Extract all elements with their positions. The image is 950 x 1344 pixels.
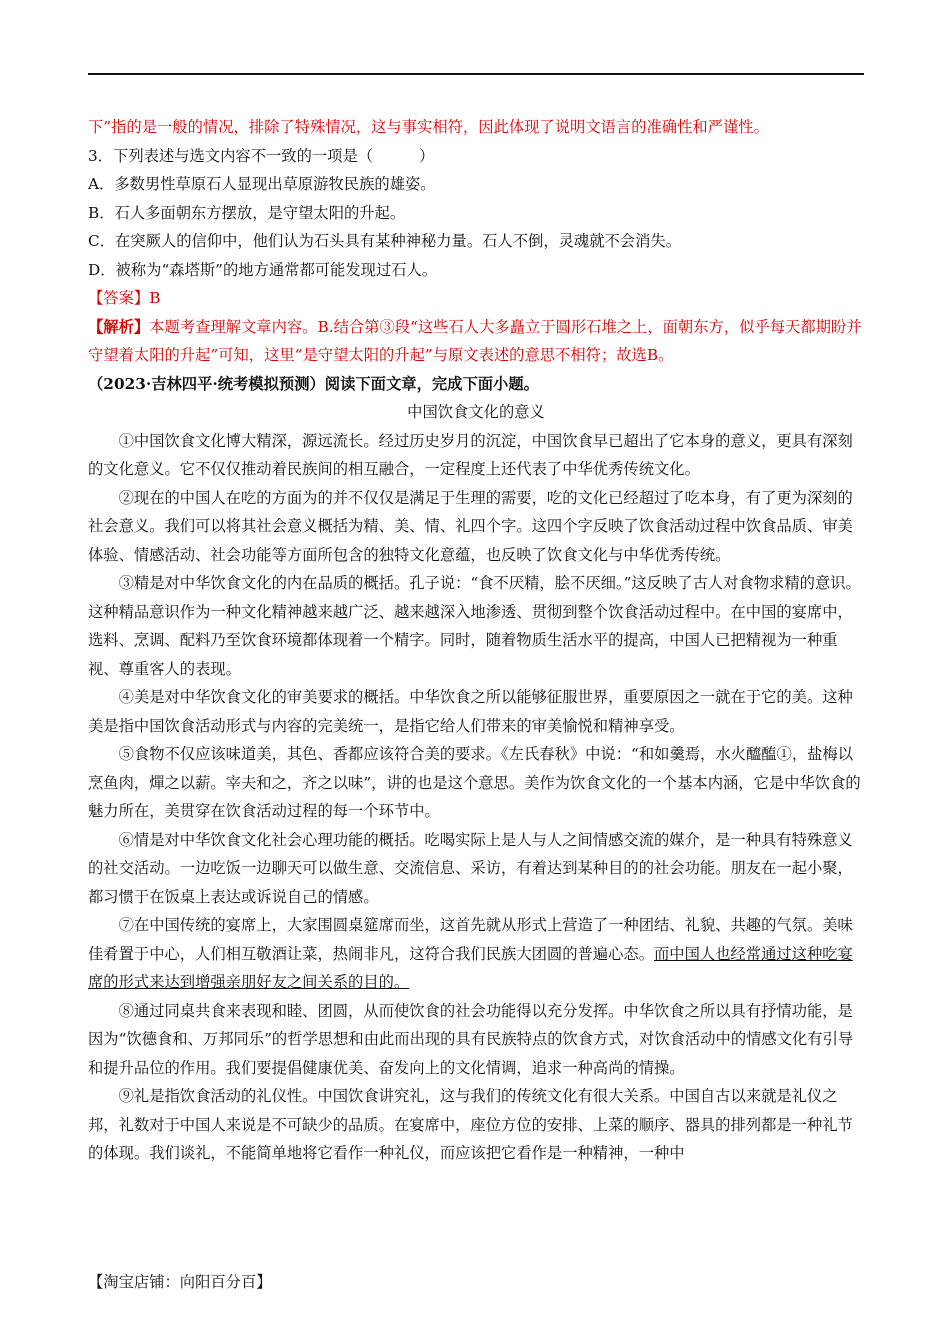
option-d: D．被称为“森塔斯”的地方通常都可能发现过石人。 <box>88 260 438 279</box>
option-c: C．在突厥人的信仰中，他们认为石头具有某种神秘力量。石人不倒，灵魂就不会消失。 <box>88 232 681 250</box>
passage-title: 中国饮食文化的意义 <box>407 403 545 421</box>
footer-shop-note: 【淘宝店铺：向阳百分百】 <box>88 1273 272 1291</box>
header-rule <box>88 73 864 75</box>
paragraph-9: ⑨礼是指饮食活动的礼仪性。中国饮食讲究礼，这与我们的传统文化有很大关系。中国自古以来就是礼仪之邦，礼数对于中国人来说是不可缺少的品质。在宴席中，座位方位的安排、上菜的顺序、器具的排列都是一种礼节的体现。我们谈礼，不能简单地将它看作一种礼仪，而应该把它看作是一种精神，一种中 <box>88 1087 853 1162</box>
paragraph-7-underlined: 而中国人也经常通过这种吃宴席的形式来达到增强亲朋好友之间关系的目的。 <box>88 944 853 991</box>
passage-source: （2023·吉林四平·统考模拟预测）阅读下面文章，完成下面小题。 <box>88 374 539 393</box>
option-b: B．石人多面朝东方摆放，是守望太阳的升起。 <box>88 203 406 222</box>
paragraph-8: ⑧通过同桌共食来表现和睦、团圆，从而使饮食的社会功能得以充分发挥。中华饮食之所以具有抒情功能，是因为“饮德食和、万邦同乐”的哲学思想和由此而出现的具有民族特点的饮食方式，对饮食活动中的情感文化有引导和提升品位的作用。我们要提倡健康优美、奋发向上的文化情调，追求一种高尚的情操。 <box>88 1001 854 1077</box>
analysis-text: 本题考查理解文章内容。B.结合第③段“这些石人大多矗立于圆形石堆之上，面朝东方，似乎每天都期盼并守望着太阳的升起”可知，这里“是守望太阳的升起”与原文表述的意思不相符；故选B。 <box>88 317 862 364</box>
paragraph-7 <box>88 911 864 997</box>
analysis <box>88 313 864 370</box>
analysis-label: 【解析】 <box>88 317 150 336</box>
paragraph-5: ⑤食物不仅应该味道美，其色、香都应该符合美的要求。《左氏春秋》中说：“和如羹焉，水火醯醢①，盐梅以烹鱼肉，燀之以薪。宰夫和之，齐之以味”，讲的也是这个意思。美作为饮食文化的一个基本内涵，它是中华饮食的魅力所在，美贯穿在饮食活动过程的每一个环节中。 <box>88 745 861 820</box>
question-3-stem: 3．下列表述与选文内容不一致的一项是（ ） <box>88 146 435 165</box>
paragraph-2: ②现在的中国人在吃的方面为的并不仅仅是满足于生理的需要，吃的文化已经超过了吃本身，有了更为深刻的社会意义。我们可以将其社会意义概括为精、美、情、礼四个字。这四个字反映了饮食活动过程中饮食品质、审美体验、情感活动、社会功能等方面所包含的独特文化意蕴，也反映了饮食文化与中华优秀传统。 <box>88 488 853 564</box>
option-a: A．多数男性草原石人显现出草原游牧民族的雄姿。 <box>88 175 436 193</box>
previous-explanation-tail: 下”指的是一般的情况，排除了特殊情况，这与事实相符，因此体现了说明文语言的准确性和严谨性。 <box>88 118 769 136</box>
answer: 【答案】B <box>88 289 161 307</box>
paragraph-4: ④美是对中华饮食文化的审美要求的概括。中华饮食之所以能够征服世界，重要原因之一就在于它的美。这种美是指中国饮食活动形式与内容的完美统一，是指它给人们带来的审美愉悦和精神享受。 <box>88 688 853 735</box>
paragraph-1: ①中国饮食文化博大精深，源远流长。经过历史岁月的沉淀，中国饮食早已超出了它本身的意义，更具有深刻的文化意义。它不仅仅推动着民族间的相互融合，一定程度上还代表了中华优秀传统文化。 <box>88 431 853 478</box>
paragraph-3: ③精是对中华饮食文化的内在品质的概括。孔子说：“食不厌精，脍不厌细。”这反映了古人对食物求精的意识。这种精品意识作为一种文化精神越来越广泛、越来越深入地渗透、贯彻到整个饮食活动过程中。在中国的宴席中，选料、烹调、配料乃至饮食环境都体现着一个精字。同时，随着物质生活水平的提高，中国人已把精视为一种重视、尊重客人的表现。 <box>88 574 861 678</box>
paragraph-6: ⑥情是对中华饮食文化社会心理功能的概括。吃喝实际上是人与人之间情感交流的媒介，是一种具有特殊意义的社交活动。一边吃饭一边聊天可以做生意、交流信息、采访，有着达到某种目的的社会功能。朋友在一起小聚，都习惯于在饭桌上表达或诉说自己的情感。 <box>88 830 853 906</box>
document-body <box>88 113 864 1168</box>
paragraph-7-text: ⑦在中国传统的宴席上，大家围圆桌筵席而坐，这首先就从形式上营造了一种团结、礼貌、共趣的气氛。美味佳肴置于中心，人们相互敬酒让菜，热闹非凡，这符合我们民族大团圆的普遍心态。 <box>88 916 853 963</box>
